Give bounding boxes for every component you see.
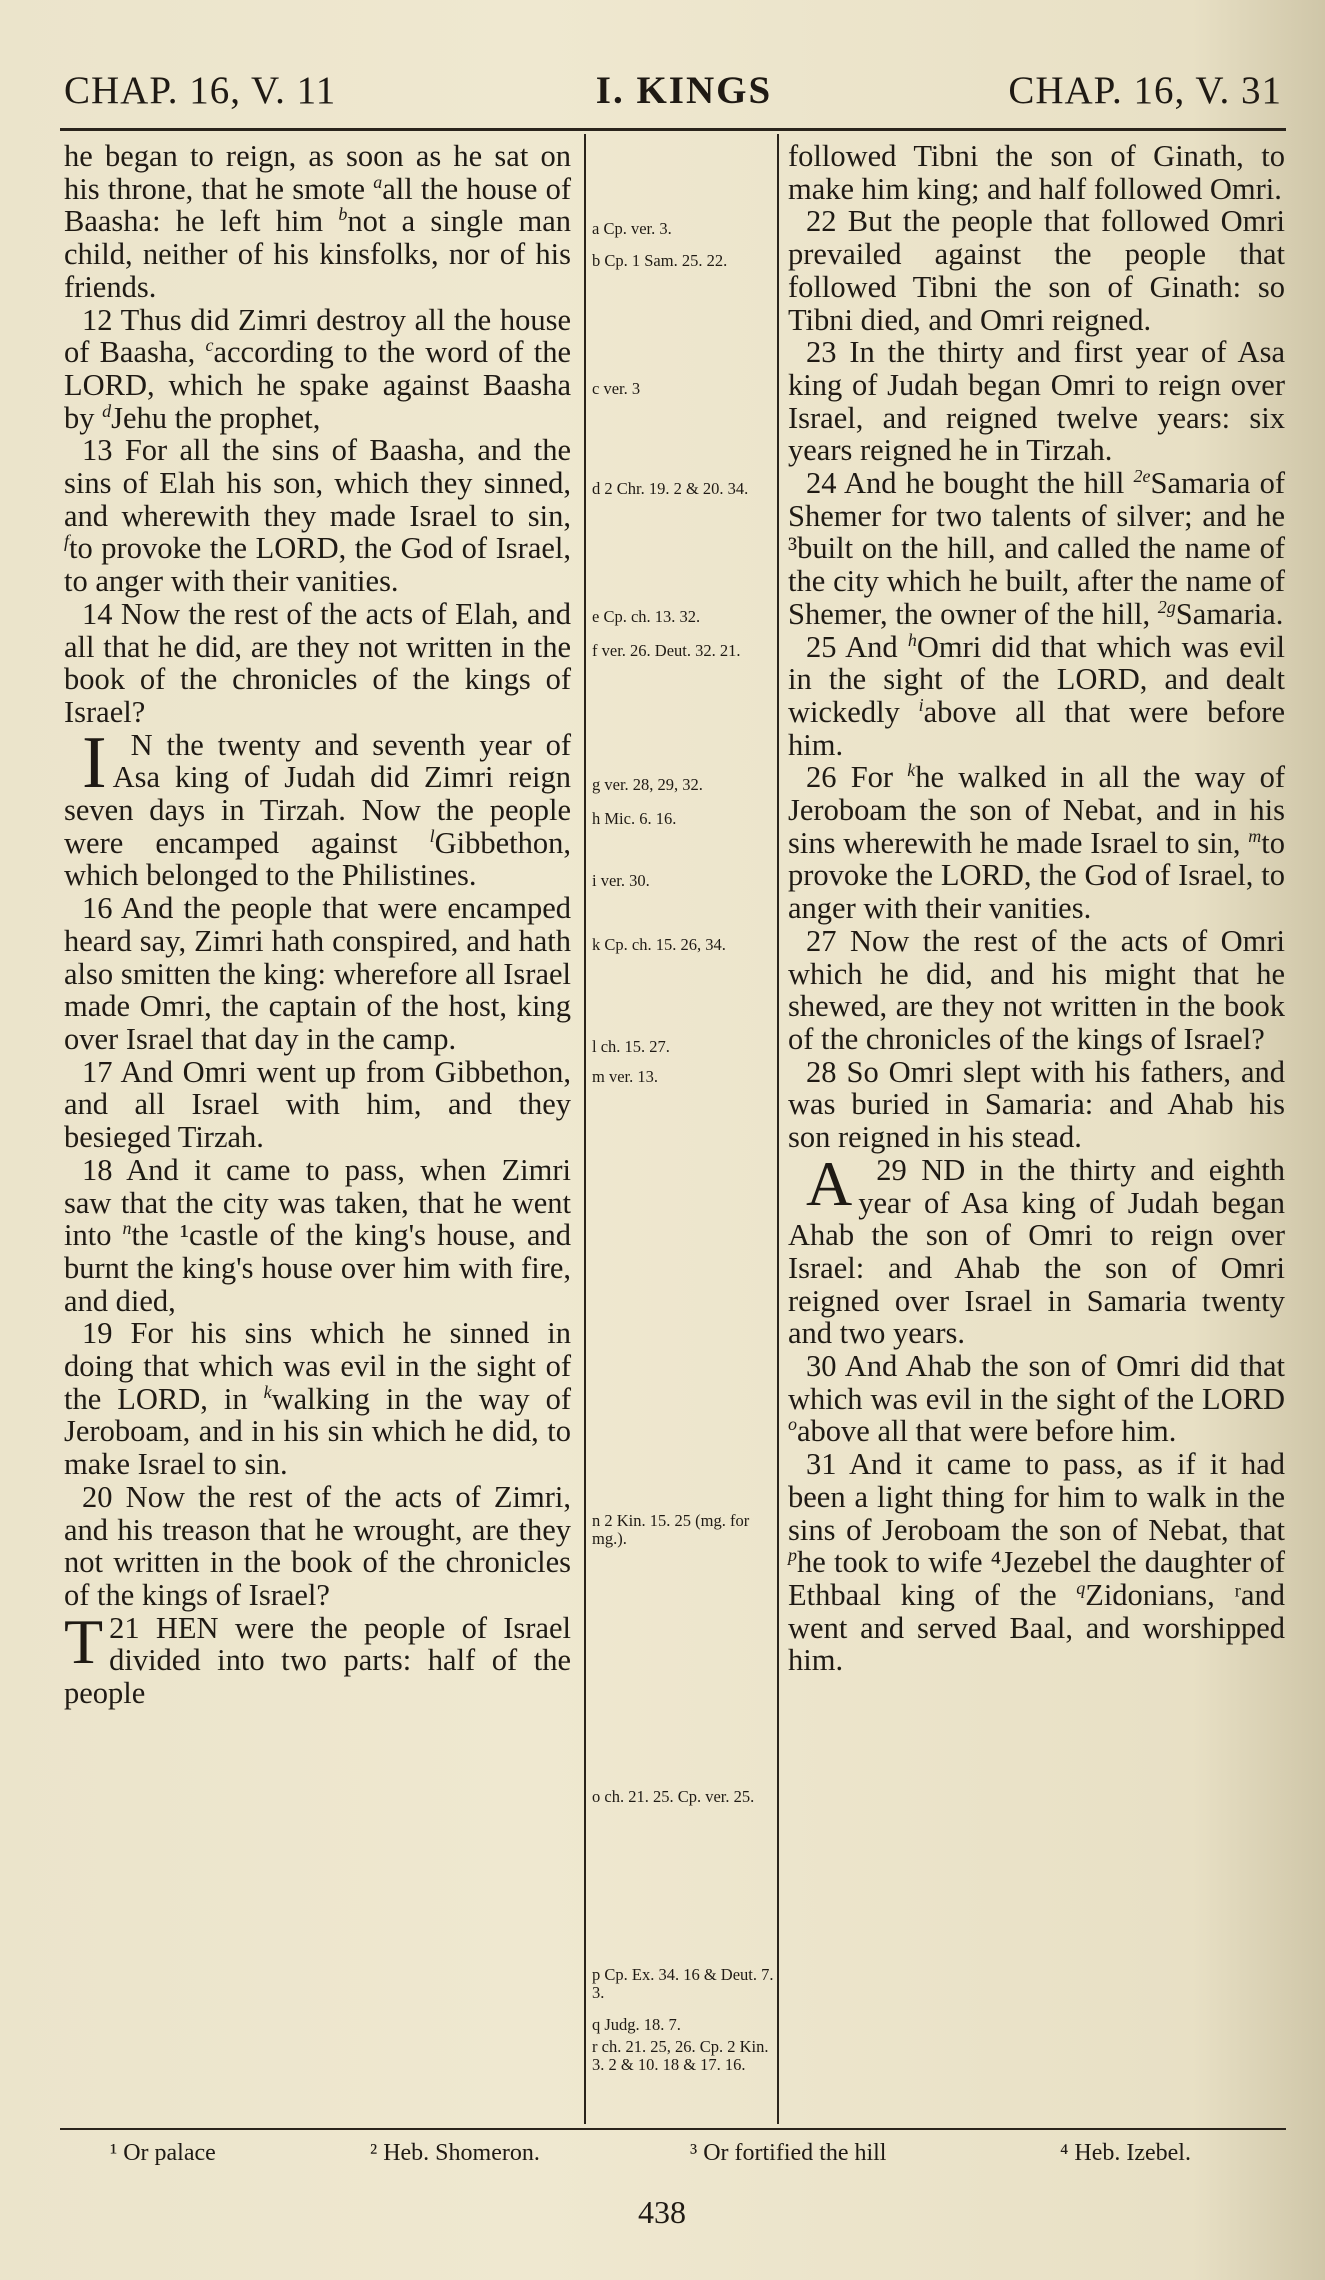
footnote: ¹ Or palace <box>110 2140 216 2166</box>
verse-paragraph: 28 So Omri slept with his fathers, and was buried in Samaria: and Ahab his son reigned in his stead. <box>788 1054 1285 1155</box>
running-header <box>64 68 1282 124</box>
cross-reference: h Mic. 6. 16. <box>592 809 677 828</box>
verse-paragraph: 17 And Omri went up from Gibbethon, and all Israel with him, and they besieged Tirzah. <box>64 1054 571 1155</box>
cross-reference: q Judg. 18. 7. <box>592 2015 681 2034</box>
drop-cap: T <box>64 1605 104 1677</box>
verse-paragraph: 13 For all the sins of Baasha, and the sins of Elah his son, which they sinned, and wherewith they made Israel to sin, $^f$to provoke the LORD, the God of Israel, to anger with their vanities. <box>64 433 571 599</box>
header-rule <box>60 128 1286 131</box>
verse-paragraph: 23 In the thirty and first year of Asa king of Judah began Omri to reign over Israel, and reigned twelve years: six years reigned he in Tirzah. <box>788 335 1285 468</box>
drop-cap: I <box>82 721 107 804</box>
verse-paragraph: 27 Now the rest of the acts of Omri which he did, and his might that he shewed, are they not written in the book of the chronicles of the kings of Israel? <box>788 923 1285 1056</box>
left-text-column <box>64 140 571 1710</box>
verse-paragraph: 31 And it came to pass, as if it had been a light thing for him to walk in the sins of Jeroboam the son of Nebat, that $^p$he took to wife ⁴Jezebel the daughter of Ethbaal king of the $^q$Zidonians, ʳand went and served Baal, and worshipped him. <box>788 1447 1285 1678</box>
column-divider <box>777 134 779 2124</box>
verse-paragraph: 24 And he bought the hill $^{2e}$Samaria of Shemer for two talents of silver; and he ³built on the hill, and called the name of the city which he built, after the name of Shemer, the owner of the hill, $^{2g}$Samaria. <box>788 465 1285 631</box>
verse-paragraph: 14 Now the rest of the acts of Elah, and all that he did, are they not written in the book of the chronicles of the kings of Israel? <box>64 596 571 729</box>
verse-paragraph: 18 And it came to pass, when Zimri saw that the city was taken, that he went into $^n$the ¹castle of the king's house, and burnt the king's house over him with fire, and died, <box>64 1152 571 1318</box>
verse-21: 21 T HEN were the people of Israel divided into two parts: half of the people <box>64 1605 572 1711</box>
cross-reference: i ver. 30. <box>592 871 650 890</box>
cross-reference: p Cp. Ex. 34. 16 & Deut. 7. 3. <box>592 1965 774 2002</box>
cross-reference: a Cp. ver. 3. <box>592 219 672 238</box>
page-number: 438 <box>638 2194 686 2230</box>
cross-reference: o ch. 21. 25. Cp. ver. 25. <box>592 1787 755 1806</box>
verse-paragraph: 20 Now the rest of the acts of Zimri, and his treason that he wrought, are they not written in the book of the chronicles of the kings of Israel? <box>64 1479 571 1612</box>
verse-paragraph: 19 For his sins which he sinned in doing that which was evil in the sight of the LORD, in $^k$walking in the way of Jeroboam, and in his sin which he did, to make Israel to sin. <box>64 1316 571 1482</box>
cross-reference-margin <box>592 140 774 2120</box>
footnote: ³ Or fortified the hill <box>690 2140 887 2166</box>
cross-reference: r ch. 21. 25, 26. Cp. 2 Kin. 3. 2 & 10. 18 & 17. 16. <box>592 2037 769 2074</box>
verse-paragraph: 25 And $^h$Omri did that which was evil in the sight of the LORD, and dealt wickedly $^i$above all that were before him. <box>788 629 1285 762</box>
verse-15: I N the twenty and seventh year of Asa king of Judah did Zimri reign seven days in Tirzah. Now the people were encamped against $^l$Gibbethon, which belonged to the Philistines. <box>64 721 571 893</box>
verse-paragraph: 30 And Ahab the son of Omri did that which was evil in the sight of the LORD $^o$above all that were before him. <box>788 1349 1285 1449</box>
cross-reference: n 2 Kin. 15. 25 (mg. for mg.). <box>592 1511 750 1548</box>
cross-reference: e Cp. ch. 13. 32. <box>592 607 701 626</box>
cross-reference: d 2 Chr. 19. 2 & 20. 34. <box>592 479 749 498</box>
verse-paragraph: followed Tibni the son of Ginath, to make him king; and half followed Omri. <box>788 139 1285 206</box>
verse-paragraph: 16 And the people that were encamped heard say, Zimri hath conspired, and hath also smitten the king: wherefore all Israel made Omri, the captain of the host, king over Israel that day in the camp. <box>64 891 571 1056</box>
footnote: ² Heb. Shomeron. <box>370 2140 540 2166</box>
cross-reference: g ver. 28, 29, 32. <box>592 775 703 794</box>
verse-paragraph: 26 For $^k$he walked in all the way of Jeroboam the son of Nebat, and in his sins wherewith he made Israel to sin, $^m$to provoke the LORD, the God of Israel, to anger with their vanities. <box>788 760 1285 926</box>
cross-reference: k Cp. ch. 15. 26, 34. <box>592 935 726 954</box>
verse-paragraph: 22 But the people that followed Omri prevailed against the people that followed Tibni the son of Ginath: so Tibni died, and Omri reigned. <box>788 204 1285 337</box>
footnote: ⁴ Heb. Izebel. <box>1060 2140 1191 2166</box>
verse-29: 29 A ND in the thirty and eighth year of Asa king of Judah began Ahab the son of Omri to reign over Israel: and Ahab the son of Omri reigned over Israel in Samaria twenty and two years. <box>788 1147 1286 1351</box>
header-left: CHAP. 16, V. 11 <box>64 69 337 112</box>
verse-paragraph: 12 Thus did Zimri destroy all the house of Baasha, $^c$according to the word of the LORD, which he spake against Baasha by $^d$Jehu the prophet, <box>64 302 571 435</box>
header-book-title: I. KINGS <box>595 69 773 112</box>
footnote-rule <box>60 2128 1286 2130</box>
cross-reference: l ch. 15. 27. <box>592 1037 670 1056</box>
cross-reference: c ver. 3 <box>592 379 641 398</box>
header-right: CHAP. 16, V. 31 <box>1008 69 1282 112</box>
cross-reference: b Cp. 1 Sam. 25. 22. <box>592 251 728 270</box>
column-divider <box>584 134 586 2124</box>
cross-reference: f ver. 26. Deut. 32. 21. <box>592 641 741 660</box>
verse-paragraph: he began to reign, as soon as he sat on his throne, that he smote $^a$all the house of Baasha: he left him $^b$not a single man child, neither of his kinsfolks, nor of his friends. <box>64 139 571 304</box>
drop-cap: A <box>806 1147 853 1219</box>
right-text-column <box>788 140 1285 1677</box>
cross-reference: m ver. 13. <box>592 1067 658 1086</box>
